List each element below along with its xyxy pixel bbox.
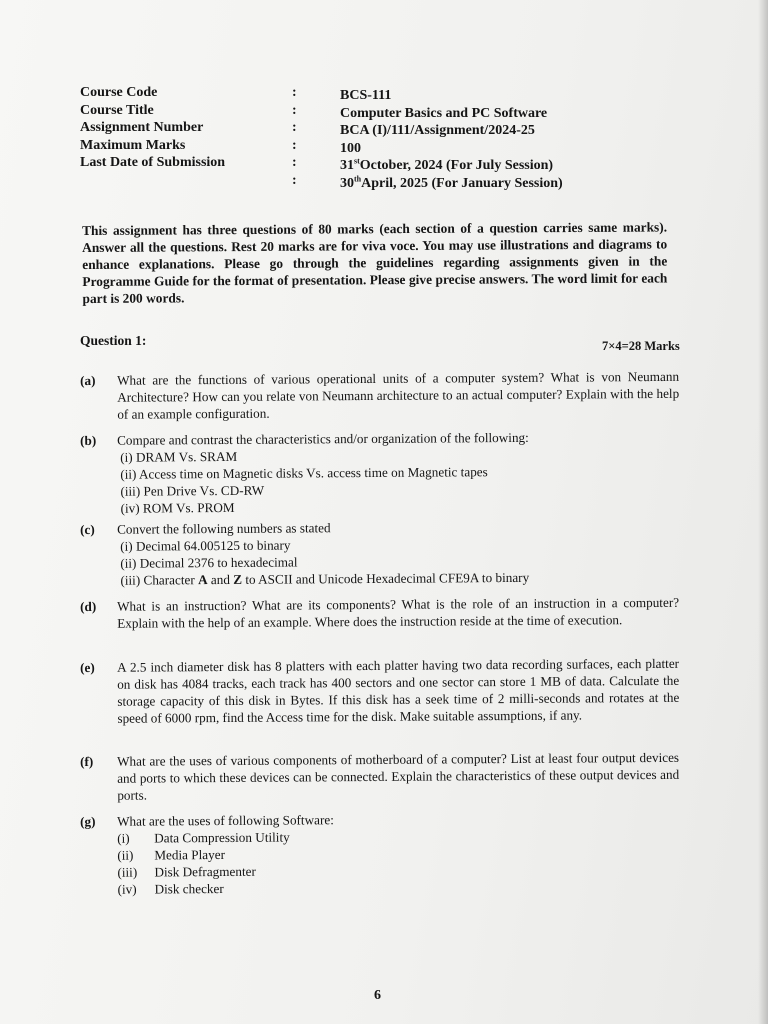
- january-session-row: [80, 172, 600, 190]
- part-d: [80, 594, 680, 631]
- part-text: What are the uses of following Software:: [117, 812, 334, 829]
- part-b: [80, 428, 680, 516]
- page-edge-shadow: [758, 0, 768, 1024]
- part-label: (e): [80, 659, 95, 675]
- assignment-number-value: BCA (I)/111/Assignment/2024-25: [340, 123, 535, 138]
- part-label: (a): [80, 372, 96, 388]
- part-text: What is an instruction? What are its components? What is the role of an instruction in a computer? Explain with the help of an example. Where does the instruction reside at the time of execution.: [117, 594, 680, 631]
- maximum-marks-label: Maximum Marks: [80, 137, 186, 153]
- list-item: (iii) Pen Drive Vs. CD-RW: [120, 482, 265, 499]
- course-code-label: Course Code: [80, 85, 158, 100]
- question-marks: 7×4=28 Marks: [602, 339, 680, 353]
- part-a: [80, 368, 680, 422]
- list-item: (i) Decimal 64.005125 to binary: [120, 537, 291, 554]
- separator-colon: :: [292, 102, 297, 118]
- maximum-marks-value: 100: [340, 140, 361, 156]
- list-item: (iii) Disk Defragmenter: [117, 863, 256, 880]
- part-e: [80, 655, 680, 726]
- course-title-label: Course Title: [80, 102, 154, 118]
- list-item: (ii) Media Player: [117, 846, 226, 863]
- part-text: What are the uses of various components of motherboard of a computer? List at least four output devices and ports to which these devices can be connected. Explain the characteristics of these output devices and ports.: [117, 749, 680, 803]
- part-text: Convert the following numbers as stated: [117, 520, 331, 537]
- separator-colon: :: [292, 137, 297, 153]
- list-item: (iv) Disk checker: [117, 880, 224, 897]
- january-session-date: 30thApril, 2025 (For January Session): [340, 173, 563, 191]
- list-item: (i) DRAM Vs. SRAM: [120, 448, 238, 465]
- assignment-number-row: [80, 119, 600, 137]
- separator-colon: :: [292, 155, 297, 170]
- part-text: Compare and contrast the characteristics and/or organization of the following:: [117, 429, 529, 448]
- part-label: (c): [80, 521, 95, 537]
- question-title: Question 1:: [80, 333, 147, 348]
- submission-date-row: [80, 154, 600, 172]
- course-code-value: BCS-111: [340, 88, 392, 103]
- part-label: (g): [80, 813, 96, 829]
- part-g: [80, 809, 680, 897]
- part-label: (d): [80, 598, 97, 614]
- course-title-value: Computer Basics and PC Software: [340, 105, 548, 121]
- part-label: (f): [80, 753, 94, 769]
- separator-colon: :: [292, 85, 297, 100]
- part-f: [80, 749, 680, 803]
- part-label: (b): [80, 432, 97, 448]
- instructions-paragraph: This assignment has three questions of 80 marks (each section of a question carries same marks). Answer all the questions. Rest 20 marks are for viva voce. You may use illustrations and diagrams to enhance explanations. Please go through the guidelines regarding assignments given in the Programme Guide for the format of presentation. Please give precise answers. The word limit for each part is 200 words.: [82, 219, 668, 306]
- part-c: [80, 517, 680, 588]
- assignment-number-label: Assignment Number: [80, 120, 204, 135]
- separator-colon: :: [292, 172, 297, 188]
- list-item: (i) Data Compression Utility: [117, 829, 290, 846]
- list-item: (iii) Character A and Z to ASCII and Unicode Hexadecimal CFE9A to binary: [120, 569, 530, 588]
- course-code-row: [80, 84, 600, 102]
- part-text: A 2.5 inch diameter disk has 8 platters with each platter having two data recording surfaces, each platter on disk has 4084 tracks, each track has 400 sectors and one sector can store 1 MB of data. Calculate the storage capacity of this disk in Bytes. If this disk has a seek time of 2 milli-seconds and rotates at the speed of 6000 rpm, find the Access time for the disk. Make suitable assumptions, if any.: [117, 655, 680, 726]
- list-item: (ii) Access time on Magnetic disks Vs. access time on Magnetic tapes: [120, 464, 488, 482]
- submission-date-label: Last Date of Submission: [80, 155, 226, 170]
- maximum-marks-row: [80, 137, 600, 155]
- separator-colon: :: [292, 120, 297, 135]
- list-item: (iv) ROM Vs. PROM: [120, 499, 235, 516]
- course-title-row: [80, 102, 600, 120]
- july-session-date: 31stOctober, 2024 (For July Session): [340, 156, 554, 173]
- part-text: What are the functions of various operational units of a computer system? What is von Neumann Architecture? How can you relate von Neumann architecture to an actual computer? Explain with the help of an example configuration.: [117, 368, 680, 422]
- page-number: 6: [374, 988, 381, 1003]
- course-info-table: [80, 84, 600, 189]
- list-item: (ii) Decimal 2376 to hexadecimal: [120, 554, 298, 571]
